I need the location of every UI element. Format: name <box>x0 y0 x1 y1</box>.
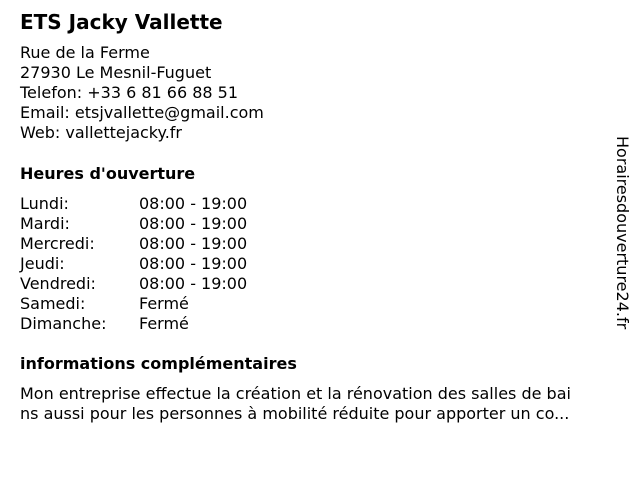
contact-block <box>20 43 264 143</box>
time-value: 08:00 - 19:00 <box>139 214 248 233</box>
business-description <box>20 384 620 424</box>
day-label: Dimanche: <box>20 314 107 333</box>
additional-info-heading: informations complémentaires <box>20 354 297 373</box>
time-value: 08:00 - 19:00 <box>139 234 248 253</box>
time-value: 08:00 - 19:00 <box>139 274 248 293</box>
day-label: Vendredi: <box>20 274 96 293</box>
street-address: Rue de la Ferme <box>20 43 150 62</box>
business-name: ETS Jacky Vallette <box>20 10 223 34</box>
description-line: ns aussi pour les personnes à mobilité réduite pour apporter un co... <box>20 404 570 423</box>
day-label: Mardi: <box>20 214 70 233</box>
day-label: Lundi: <box>20 194 69 213</box>
website-line: Web: vallettejacky.fr <box>20 123 182 142</box>
description-line: Mon entreprise effectue la création et la rénovation des salles de bai <box>20 384 571 403</box>
email-line: Email: etsjvallette@gmail.com <box>20 103 264 122</box>
phone-line: Telefon: +33 6 81 66 88 51 <box>20 83 239 102</box>
time-value: 08:00 - 19:00 <box>139 194 248 213</box>
day-label: Mercredi: <box>20 234 95 253</box>
day-label: Samedi: <box>20 294 86 313</box>
time-value: 08:00 - 19:00 <box>139 254 248 273</box>
day-label: Jeudi: <box>20 254 65 273</box>
time-value: Fermé <box>139 314 189 333</box>
opening-hours-heading: Heures d'ouverture <box>20 164 196 183</box>
time-value: Fermé <box>139 294 189 313</box>
watermark-text: Horairesdouverture24.fr <box>613 136 632 330</box>
city-postal: 27930 Le Mesnil-Fuguet <box>20 63 212 82</box>
site-watermark <box>610 136 634 346</box>
